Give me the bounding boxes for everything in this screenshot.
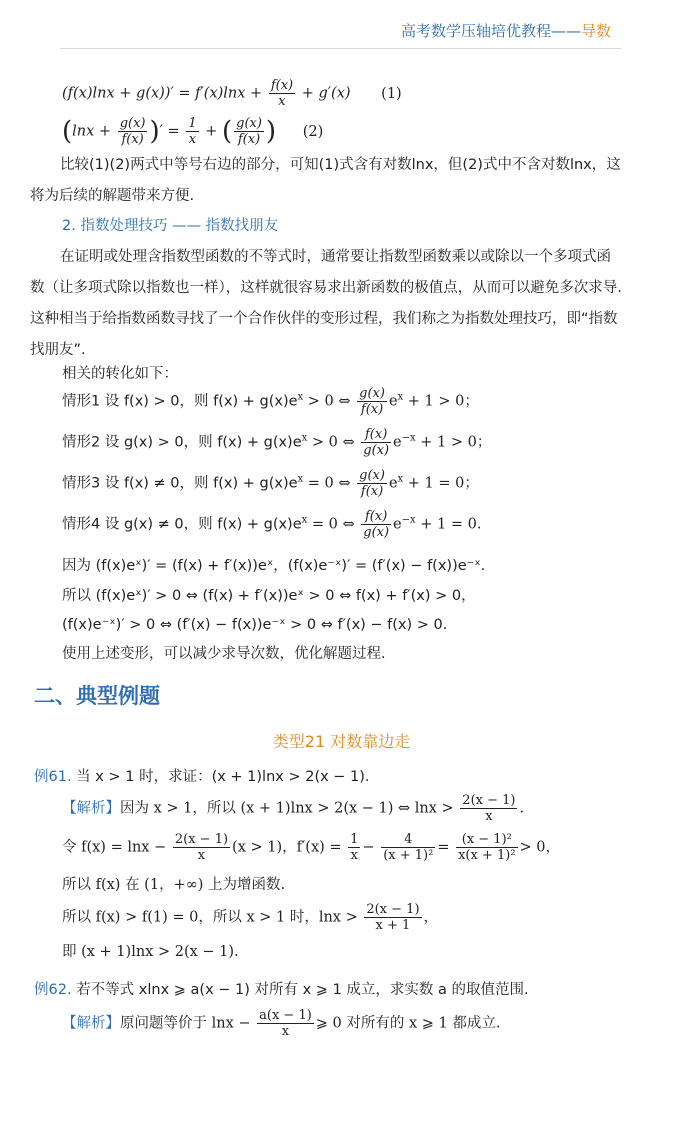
frac-numerator: 1 (188, 116, 197, 131)
frac-denominator: g(x) (363, 443, 390, 458)
formula-1-tail: + g′(x) (301, 85, 351, 102)
case-equiv: = 0 ⇔ (307, 516, 355, 533)
so-line-2: (f(x)e⁻ˣ)′ > 0 ⇔ (f′(x) − f(x))e⁻ˣ > 0 ⇔ f′(x) − f(x) > 0. (62, 617, 448, 633)
case-fraction (357, 386, 387, 417)
frac-numerator: g(x) (359, 386, 385, 401)
analysis-tag: 【解析】 (62, 1015, 120, 1032)
case-3 (62, 468, 479, 499)
ex61-solution-line-1 (62, 793, 524, 824)
case-fraction (361, 427, 391, 458)
example-61-label: 例61. (34, 769, 72, 785)
case-end: + 1 = 0. (415, 516, 482, 533)
example-61 (34, 765, 370, 786)
formula-2-tag: (2) (302, 123, 324, 140)
frac-denominator: x (278, 94, 286, 109)
frac-numerator: f(x) (361, 509, 391, 525)
example-62-text: 若不等式 xlnx ⩾ a(x − 1) 对所有 x ⩾ 1 成立，求实数 a 的取值范围. (71, 982, 529, 998)
frac-numerator: g(x) (236, 116, 262, 131)
case-1 (62, 386, 479, 417)
frac-denominator: x (281, 1024, 290, 1039)
case-exponent-2: x (397, 391, 404, 403)
frac-denominator: x (350, 848, 358, 863)
sol-text: 因为 x > 1，所以 (x + 1)lnx > 2(x − 1) ⇔ lnx > (120, 800, 454, 817)
case-e: e (393, 434, 402, 451)
frac-denominator: f(x) (121, 132, 144, 147)
frac-numerator: (x − 1)² (456, 832, 517, 848)
formula-2-fraction-2 (186, 116, 198, 147)
case-equiv: = 0 ⇔ (303, 475, 351, 492)
related-transform-label: 相关的转化如下： (62, 366, 178, 382)
header-accent: 导数 (580, 22, 611, 40)
case-2 (62, 427, 491, 458)
sol-fraction (257, 1008, 314, 1039)
case-end: + 1 > 0； (403, 393, 479, 410)
sol-fraction-2 (348, 832, 360, 863)
case-exponent: x (297, 473, 304, 485)
frac-numerator: 4 (381, 832, 435, 848)
frac-denominator: x (197, 848, 206, 863)
formula-1-lhs: (f(x)lnx + g(x))′ = f′(x)lnx + (62, 85, 263, 102)
case-exponent: x (301, 514, 308, 526)
frac-numerator: f(x) (270, 78, 294, 93)
case-text: 情形3 设 f(x) ≠ 0，则 f(x) + g(x)e (62, 475, 298, 492)
frac-numerator: 1 (350, 832, 359, 847)
frac-numerator: 2(x − 1) (366, 902, 420, 917)
example-61-text: 当 x > 1 时，求证：(x + 1)lnx > 2(x − 1). (71, 769, 370, 785)
case-text: 情形1 设 f(x) > 0，则 f(x) + g(x)e (62, 393, 298, 410)
formula-1-fraction (269, 78, 295, 109)
frac-denominator: f(x) (237, 132, 261, 147)
case-end: + 1 > 0； (415, 434, 492, 451)
because-line: 因为 (f(x)eˣ)′ = (f(x) + f′(x))eˣ，(f(x)e⁻ˣ)′ = (f′(x) − f(x))e⁻ˣ. (62, 558, 486, 574)
ex61-solution-line-4 (62, 902, 438, 933)
analysis-tag: 【解析】 (62, 800, 120, 817)
case-end: + 1 = 0； (403, 475, 479, 492)
header-title: 高考数学压轴培优教程—— (400, 22, 581, 40)
case-equiv: > 0 ⇔ (307, 434, 355, 451)
frac-numerator: 2(x − 1) (174, 832, 229, 847)
sol-text: 令 f(x) = lnx − (62, 839, 167, 856)
frac-numerator: a(x − 1) (259, 1008, 312, 1023)
conclusion-line: 使用上述变形，可以减少求导次数，优化解题过程. (62, 646, 386, 662)
sol-fraction (364, 902, 421, 933)
header-rule (60, 48, 621, 49)
sol-end: ⩾ 0 对所有的 x ⩾ 1 都成立. (315, 1015, 501, 1032)
sol-equals: = (437, 839, 450, 856)
ex61-solution-line-5: 即 (x + 1)lnx > 2(x − 1). (62, 944, 239, 960)
case-e: e (393, 516, 402, 533)
frac-denominator: g(x) (363, 525, 390, 540)
section-heading: 二、典型例题 (34, 684, 160, 708)
case-e: e (388, 475, 398, 492)
frac-numerator: g(x) (119, 116, 146, 131)
formula-2: (lnx + $\frac{g(x)}{f(x)}$ )′ = $\frac{1}{x}$ + ( $\frac{g(x)}{f(x)}$ ) (2) (62, 116, 324, 147)
type-title: 类型21 对数靠边走 (272, 732, 411, 751)
paragraph-compare: 比较(1)(2)两式中等号右边的部分，可知(1)式含有对数lnx，但(2)式中不含对数lnx，这将为后续的解题带来方便. (30, 157, 621, 204)
case-e: e (388, 393, 398, 410)
case-text: 情形2 设 g(x) > 0，则 f(x) + g(x)e (62, 434, 302, 451)
sol-text-b: (x > 1)，f′(x) = (232, 839, 342, 856)
sol-fraction (173, 832, 230, 863)
ex62-solution-line-1 (62, 1008, 501, 1039)
frac-numerator: f(x) (361, 427, 391, 443)
formula-2-plus: + (205, 123, 218, 140)
formula-2-a: lnx + (72, 123, 112, 140)
sol-fraction-4 (456, 832, 517, 863)
frac-denominator: (x + 1)² (383, 848, 434, 863)
case-exponent: x (301, 432, 308, 444)
example-62-label: 例62. (34, 982, 72, 998)
frac-denominator: x (188, 132, 197, 147)
case-exponent: x (297, 391, 304, 403)
case-text: 情形4 设 g(x) ≠ 0，则 f(x) + g(x)e (62, 516, 302, 533)
sol-fraction-3 (381, 832, 435, 863)
sol-text: 原问题等价于 lnx − (120, 1015, 251, 1032)
example-62 (34, 978, 529, 999)
frac-denominator: x(x + 1)² (458, 848, 516, 863)
so-line-1: 所以 (f(x)eˣ)′ > 0 ⇔ (f(x) + f′(x))eˣ > 0 ⇔ f(x) + f′(x) > 0， (62, 588, 476, 604)
case-exponent-2: −x (401, 432, 416, 444)
formula-1 (62, 78, 402, 109)
frac-numerator: 2(x − 1) (462, 793, 516, 808)
formula-2-fraction-1 (118, 116, 148, 147)
frac-denominator: x + 1 (375, 918, 411, 933)
subheading-exponent-technique: 2. 指数处理技巧 —— 指数找朋友 (62, 218, 279, 234)
frac-denominator: f(x) (360, 402, 384, 417)
sol-text: 所以 f(x) > f(1) = 0，所以 x > 1 时，lnx > (62, 909, 358, 926)
case-fraction (361, 509, 391, 540)
sol-fraction (460, 793, 517, 824)
ex61-solution-line-2 (62, 832, 560, 863)
paragraph-exponent: 在证明或处理含指数型函数的不等式时，通常要让指数型函数乘以或除以一个多项式函数（让多项式除以指数也一样），这样就很容易求出新函数的极值点，从而可以避免多次求导. 这种相当于给指数函数寻找了一个合作伙伴的变形过程，我们称之为指数处理技巧，即“指数找朋友”. (30, 249, 622, 358)
frac-denominator: x (485, 809, 493, 824)
case-4 (62, 509, 481, 540)
case-exponent-2: x (397, 473, 404, 485)
ex61-solution-line-3: 所以 f(x) 在 (1，+∞) 上为增函数. (62, 877, 286, 893)
sol-end: > 0， (519, 839, 561, 856)
sol-end: . (519, 800, 525, 817)
formula-1-tag: (1) (381, 85, 402, 102)
case-exponent-2: −x (401, 514, 416, 526)
sol-end: ， (423, 909, 439, 926)
case-fraction (357, 468, 387, 499)
running-header (401, 20, 611, 41)
formula-2-fraction-3 (234, 116, 264, 147)
case-equiv: > 0 ⇔ (303, 393, 351, 410)
formula-2-b: ′ = (159, 123, 180, 140)
frac-numerator: g(x) (359, 468, 385, 483)
frac-denominator: f(x) (360, 484, 384, 499)
sol-minus: − (362, 839, 375, 856)
